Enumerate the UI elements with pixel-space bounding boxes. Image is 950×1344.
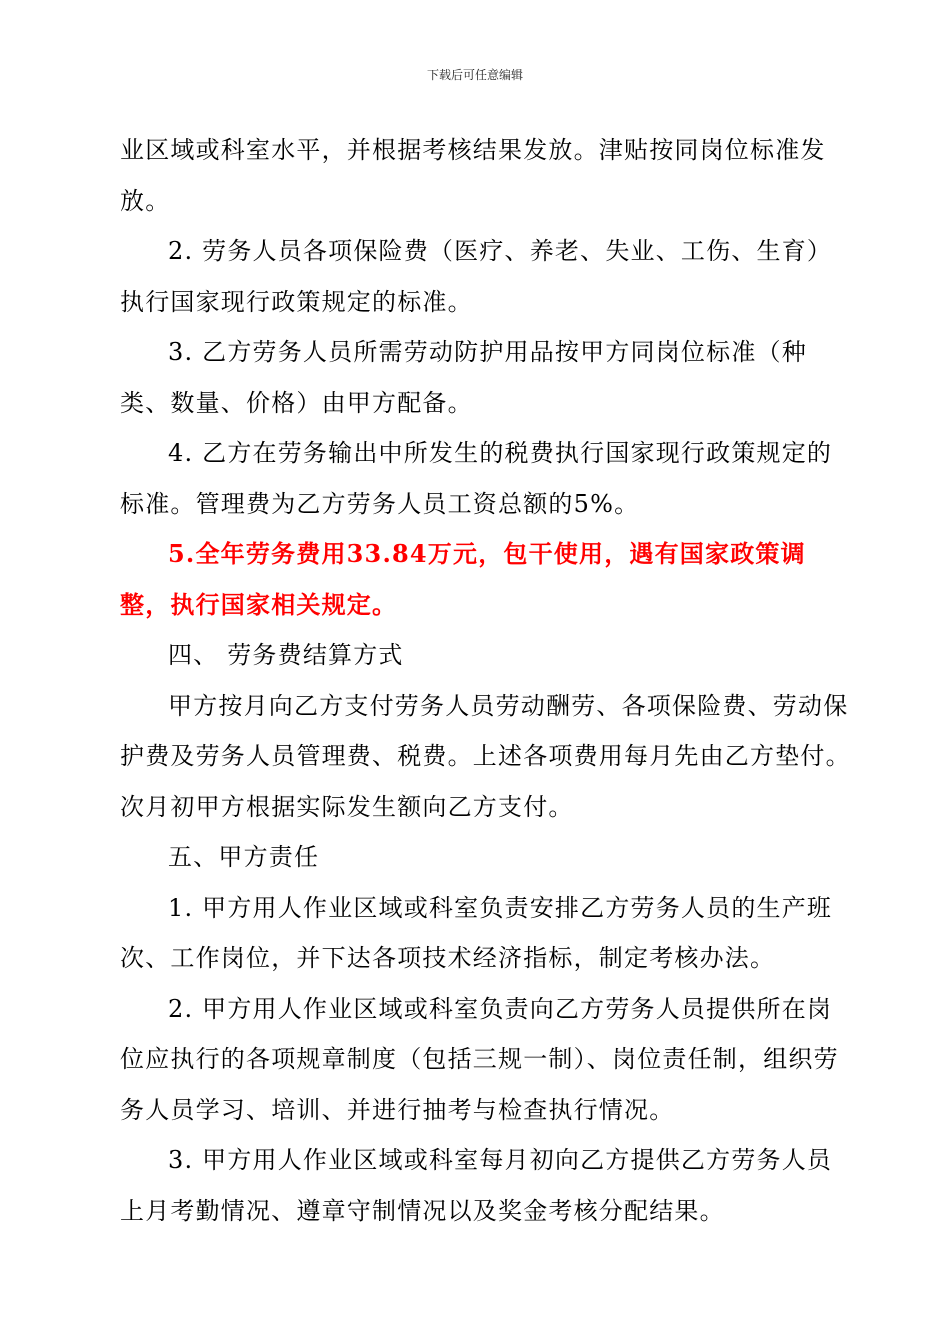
- section-heading-settlement: 四、 劳务费结算方式: [168, 641, 404, 669]
- paragraph-insurance: 2. 劳务人员各项保险费（医疗、养老、失业、工伤、生育）执行国家现行政策规定的标准。: [120, 237, 833, 316]
- paragraph-tax-fee: 4. 乙方在劳务输出中所发生的税费执行国家现行政策规定的标准。管理费为乙方劳务人员工资总额的5%。: [120, 439, 833, 518]
- paragraph-allowance: 业区域或科室水平，并根据考核结果发放。津贴按同岗位标准发放。: [120, 136, 826, 215]
- paragraph-annual-fee-highlight: 5.全年劳务费用33.84万元，包干使用，遇有国家政策调整，执行国家相关规定。: [120, 539, 806, 619]
- paragraph-settlement: 甲方按月向乙方支付劳务人员劳动酬劳、各项保险费、劳动保护费及劳务人员管理费、税费。上述各项费用每月先由乙方垫付。次月初甲方根据实际发生额向乙方支付。: [120, 691, 851, 821]
- page-header: 下载后可任意编辑: [426, 68, 523, 82]
- paragraph-protective-gear: 3. 乙方劳务人员所需劳动防护用品按甲方同岗位标准（种类、数量、价格）由甲方配备。: [120, 338, 807, 417]
- paragraph-duty-3: 3. 甲方用人作业区域或科室每月初向乙方提供乙方劳务人员上月考勤情况、遵章守制情况以及奖金考核分配结果。: [120, 1146, 833, 1225]
- paragraph-duty-1: 1. 甲方用人作业区域或科室负责安排乙方劳务人员的生产班次、工作岗位，并下达各项技术经济指标，制定考核办法。: [120, 893, 833, 972]
- section-heading-party-a-duties: 五、甲方责任: [168, 843, 320, 871]
- document-body: [120, 125, 855, 1236]
- paragraph-duty-2: 2. 甲方用人作业区域或科室负责向乙方劳务人员提供所在岗位应执行的各项规章制度（包括三规一制）、岗位责任制，组织劳务人员学习、培训、并进行抽考与检查执行情况。: [120, 994, 839, 1124]
